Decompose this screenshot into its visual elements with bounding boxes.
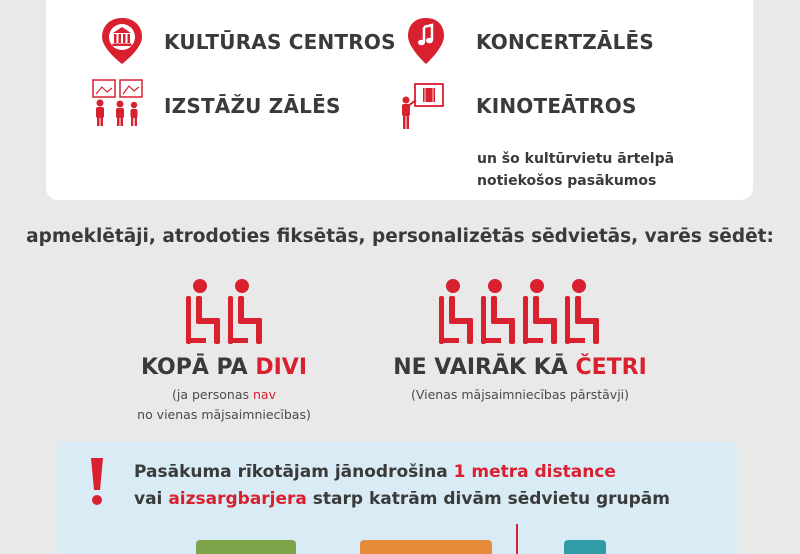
barrier-divider <box>516 524 518 554</box>
title-prefix: KOPĀ PA <box>140 355 256 380</box>
seat-icon <box>523 279 557 344</box>
seat-icon <box>228 279 262 344</box>
info-line-1 <box>134 462 616 482</box>
venue-card <box>46 0 753 200</box>
info-box <box>58 442 738 554</box>
seating-heading: apmeklētāji, atrodoties fiksētās, personalizētās sēdvietās, varēs sēdēt: <box>26 226 774 247</box>
info-line-2 <box>134 489 670 509</box>
info-line-2-highlight: aizsargbarjera <box>168 489 307 509</box>
exhibition-people-icon <box>90 78 146 128</box>
seat-icon <box>565 279 599 344</box>
seat-group-two-note <box>114 385 334 425</box>
title-highlight: ČETRI <box>575 355 647 380</box>
title-highlight: DIVI <box>255 355 308 380</box>
seat-group-two-title <box>124 355 324 380</box>
note-highlight: nav <box>253 387 276 402</box>
exclamation-icon <box>88 456 106 508</box>
venue-label-culture-centres: KULTŪRAS CENTROS <box>164 30 396 54</box>
seat-group-four-note: (Vienas mājsaimniecības pārstāvji) <box>410 387 630 402</box>
info-line-2-suffix: starp katrām divām sēdvietu grupām <box>306 489 670 509</box>
seat-row-green <box>196 540 296 554</box>
venue-note <box>477 148 717 192</box>
venue-label-concert-halls: KONCERTZĀLĒS <box>476 30 655 54</box>
music-note-pin-icon <box>400 14 452 66</box>
venue-note-line-1: un šo kultūrvietu ārtelpā <box>477 151 675 167</box>
info-line-2-prefix: vai <box>134 489 169 509</box>
venue-note-line-2: notiekošos pasākumos <box>477 173 657 189</box>
note-prefix: (ja personas <box>172 387 253 402</box>
venue-label-exhibition-halls: IZSTĀŽU ZĀLĒS <box>164 94 341 118</box>
venue-label-cinemas: KINOTEĀTROS <box>476 94 637 118</box>
note-line-1 <box>114 385 334 405</box>
seat-icon <box>439 279 473 344</box>
seat-icon <box>186 279 220 344</box>
cinema-screen-person-icon <box>398 82 446 132</box>
seat-row-orange <box>360 540 492 554</box>
seat-group-four-title <box>380 355 660 380</box>
info-line-1-prefix: Pasākuma rīkotājam jānodrošina <box>134 462 454 482</box>
title-prefix: NE VAIRĀK KĀ <box>393 355 576 380</box>
info-line-1-highlight: 1 metra distance <box>453 462 616 482</box>
seat-row-teal <box>564 540 606 554</box>
building-pin-icon <box>96 14 148 66</box>
seats-four-icon <box>435 276 605 348</box>
seats-two-icon <box>182 276 268 348</box>
seat-icon <box>481 279 515 344</box>
note-line-2: no vienas mājsaimniecības) <box>137 407 311 422</box>
